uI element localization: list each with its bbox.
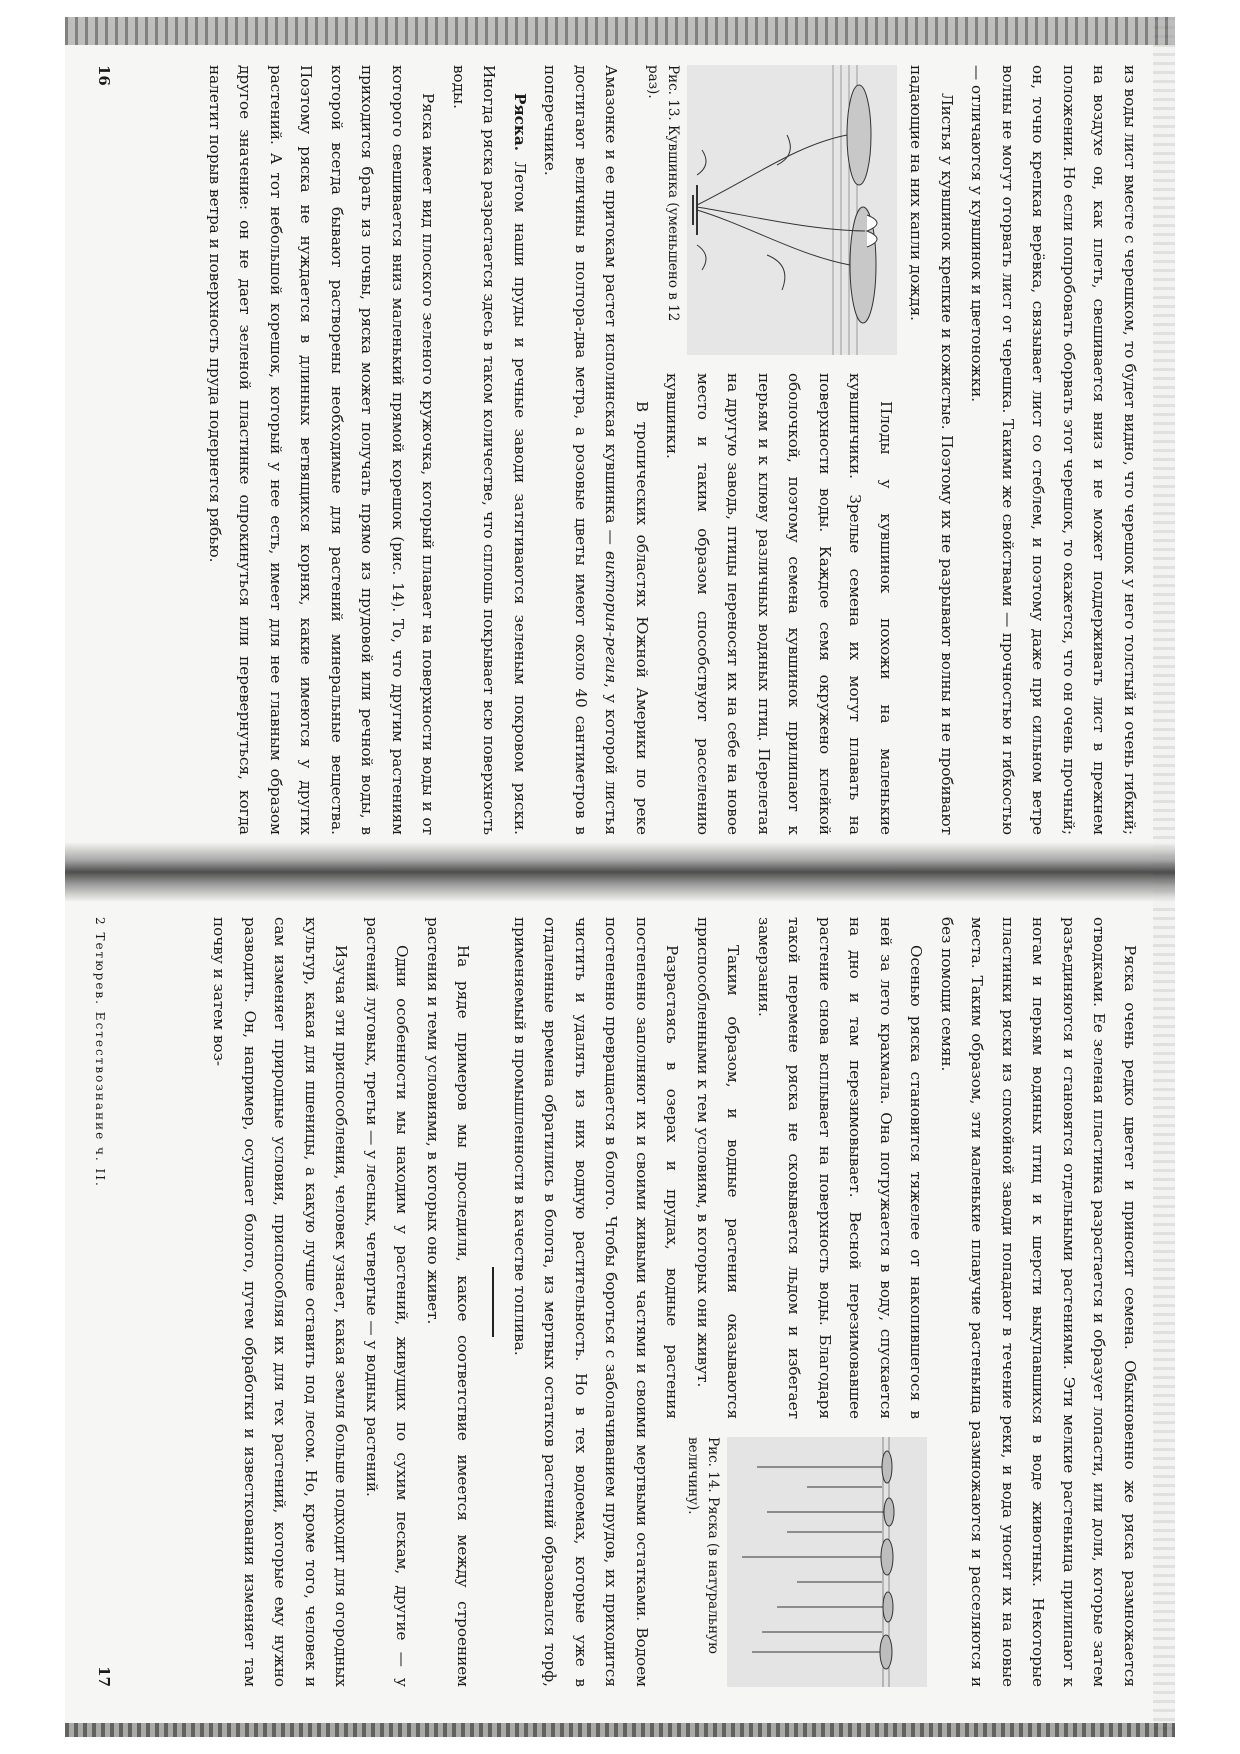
right-paragraph-7: Изучая эти приспособления, человек узнает, какая земля больше подходит для огородных культур, какая для пшеницы, а какую лучше оставить под лесом. Но, кроме того, человек и сам изменяет природные условия, приспособляя их для тех растений, которые ему нужно разводить. Он, например, осушает болото, путем обработки и известкования изменяет там почву и затем воз- xyxy=(210,917,351,1687)
right-paragraph-4: Разрастаясь в озерах и прудах, водные растения постепенно заполняют их и своими живыми частями и своими мертвыми остатками. Водоем постепенно превращается в болото. Чтобы бороться с заболачиванием прудов, их приходится чистить и удалять из них водную растительность. Но в тех водоемах, которые уже в отдаленные времена обратились в болота, из мертвых остатков растений образовался торф, применяемый в промышленности в качестве топлива. xyxy=(511,917,682,1687)
left-page xyxy=(85,65,1145,835)
figure-13-caption: Рис. 13. Кувшинка (уменьшено в 12 раз). xyxy=(645,65,681,322)
duckweed-heading: Ряска. xyxy=(511,93,529,151)
scan-edge-right xyxy=(65,1723,1175,1737)
page-number-left: 16 xyxy=(95,65,114,86)
left-paragraph-2: Листья у кувшинок крепкие и кожистые. Поэтому их не разрывают волны и не пробивают падающие на них капли дождя. xyxy=(907,65,956,835)
figure-14 xyxy=(684,1437,928,1687)
water-lily-illustration xyxy=(687,65,897,355)
duckweed-intro: Летом наши пруды и речные заводи затягиваются зеленым покровом ряски. Иногда ряска разрастается здесь в таком количестве, что сплошь покрывает всю поверхность воды. xyxy=(450,65,529,835)
right-page xyxy=(85,917,1145,1687)
duckweed-illustration xyxy=(728,1437,928,1687)
left-paragraph-5 xyxy=(444,65,536,835)
right-paragraph-2: Осенью ряска становится тяжелее от накопившегося в ней за лето крахмала. Она погружается в воду, спускается на дно и там перезимовывает. Весной перезимовавшее растение снова всплывает на поверхность воды. Благодаря такой перемене ряска не сковывается льдом и избегает замерзания. xyxy=(755,917,926,1419)
rotated-spread xyxy=(65,17,1175,1737)
left-paragraph-4 xyxy=(535,65,657,835)
figure-13 xyxy=(643,65,897,355)
right-paragraph-1: Ряска очень редко цветет и приносит семена. Обыкновенно же ряска размножается отводками. Ее зеленая пластинка разрастается и образует лопасти, или доли, которые затем разъединяются и становятся отдельными растениями. Эти мелкие растеньица прилипают к ногам и перьям водяных птиц и к шерсти выкупавшихся в воде животных. Некоторые пластинки ряски из спокойной заводи попадают в течение реки, и вода уносит их на новые места. Таким образом, эти маленькие плавучие растеньица размножаются и расселяются и без помощи семян. xyxy=(938,917,1139,1687)
victoria-regia-italic: виктория-регия xyxy=(602,550,621,684)
right-paragraph-6: Одни особенности мы находим у растений, живущих по сухим пескам, другие — у растений луговых, третьи — у лесных, четвертые — у водных растений. xyxy=(363,917,412,1687)
book-gutter xyxy=(65,842,1175,902)
figure-14-caption: Рис. 14. Ряска (в натуральную величину). xyxy=(685,1437,722,1654)
right-paragraph-3: Таким образом, и водные растения оказываются приспособленными к тем условиям, в которых они живут. xyxy=(694,917,743,1419)
left-paragraph-1: из воды лист вместе с черешком, то будет видно, что черешок у него толстый и очень гибкий; на воздухе он, как плеть, свешивается вниз и не может поддерживать лист в прежнем положении. Но если попробовать оборвать этот черешок, то окажется, что он очень прочный; он, точно крепкая верёвка, связывает лист со стеблем, и поэтому даже при сильном ветре волны не могут оторвать лист от черешка. Такими же свойствами — прочностью и гибкостью — отличаются у кувшинок и цветоножки. xyxy=(968,65,1139,835)
victoria-text-start: В тропических областях Южной Америки по реке Амазонке и ее притокам растет исполинская кувшинка — xyxy=(602,65,651,835)
right-paragraph-5: На ряде примеров мы проследили, какое соответствие имеется между строением растения и теми условиями, в которых оно живет. xyxy=(424,917,473,1687)
victoria-text-end: , у которой листья достигают величины в полтора-два метра, а розовые цветы имеют около 40 сантиметров в поперечнике. xyxy=(541,65,621,835)
left-paragraph-3: Плоды у кувшинок похожи на маленькие кувшинчики. Зрелые семена их могут плавать на поверхности воды. Каждое семя окружено клейкой оболочкой, поэтому семена кувшинок прилипают к перьям и к клюву различных водяных птиц. Перелетая на другую заводь, птицы переносят их на себе на новое место и таким образом способствуют расселению кувшинки. xyxy=(663,373,895,835)
section-divider xyxy=(493,1267,495,1337)
left-paragraph-6: Ряска имеет вид плоского зеленого кружочка, который плавает на поверхности воды и от которого свешивается вниз маленький прямой корешок (рис. 14). То, что другим растениям приходится брать из почвы, ряска может получать прямо из прудовой или речной воды, в которой всегда бывают растворены необходимые для растений минеральные вещества. Поэтому ряска не нуждается в длинных ветвящихся корнях, какие имеются у других растений. А тот небольшой корешок, который у нее есть, имеет для нее главным образом другое значение: он не дает зеленой пластинке опрокинуться или перевернуться, когда налетит порыв ветра и поверхность пруда подернется рябью. xyxy=(206,65,438,835)
signature-footer: 2 Тетюрев. Естествознание ч. II. xyxy=(93,917,107,1188)
scan-edge-left xyxy=(65,17,1175,45)
page-number-right: 17 xyxy=(95,1666,114,1687)
